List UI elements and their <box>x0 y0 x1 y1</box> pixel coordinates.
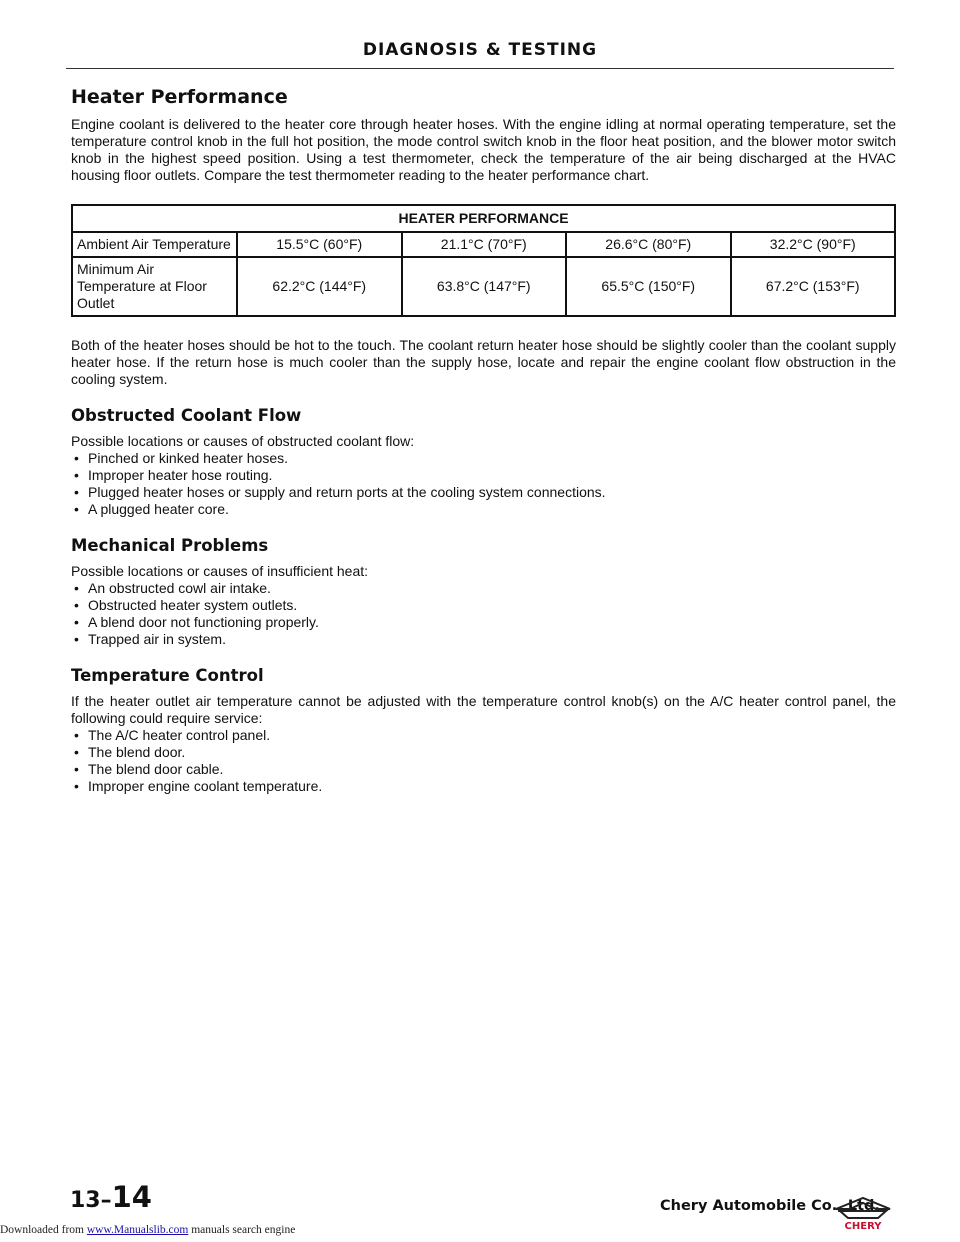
heater-performance-intro: Engine coolant is delivered to the heater core through heater hoses. With the engine idling at normal operating temperature, set the temperature control knob in the full hot position, the mode control switch knob in the floor heat position, and the blower motor switch knob in the highest speed position. Using a test thermometer, check the temperature of the air being discharged at the HVAC housing floor outlets. Compare the test thermometer reading to the heater performance chart. <box>71 116 896 183</box>
heading-mechanical-problems: Mechanical Problems <box>71 536 269 555</box>
logo-text: CHERY <box>844 1221 882 1232</box>
list-item: • Trapped air in system. <box>71 631 896 648</box>
download-bar <box>0 1224 400 1236</box>
heading-heater-performance: Heater Performance <box>71 86 288 108</box>
download-suffix: manuals search engine <box>188 1224 296 1236</box>
list-item: • The blend door. <box>71 744 896 761</box>
list-item: • A plugged heater core. <box>71 501 896 518</box>
table-cell: 63.8°C (147°F) <box>402 257 567 316</box>
obstructed-flow-list <box>71 450 896 518</box>
heater-performance-table <box>71 204 896 317</box>
table-row <box>72 232 895 257</box>
mechanical-problems-intro: Possible locations or causes of insufficient heat: <box>71 563 369 579</box>
table-cell: 67.2°C (153°F) <box>731 257 896 316</box>
chery-logo-icon <box>832 1196 894 1232</box>
row-label-minimum: Minimum Air Temperature at Floor Outlet <box>72 257 237 316</box>
list-item: • Improper engine coolant temperature. <box>71 778 896 795</box>
header-divider <box>66 68 894 69</box>
heading-temperature-control: Temperature Control <box>71 666 264 685</box>
heater-hoses-paragraph: Both of the heater hoses should be hot to the touch. The coolant return heater hose should be slightly cooler than the coolant supply heater hose. If the return hose is much cooler than the supply hose, locate and repair the engine coolant flow obstruction in the cooling system. <box>71 337 896 387</box>
page-content <box>71 86 896 795</box>
list-item: • An obstructed cowl air intake. <box>71 580 896 597</box>
download-prefix: Downloaded from <box>0 1224 87 1236</box>
list-item: • Improper heater hose routing. <box>71 467 896 484</box>
chery-logo <box>832 1196 894 1237</box>
table-cell: 62.2°C (144°F) <box>237 257 402 316</box>
list-item: • Pinched or kinked heater hoses. <box>71 450 896 467</box>
list-item: • The A/C heater control panel. <box>71 727 896 744</box>
temperature-control-list <box>71 727 896 795</box>
heading-obstructed-coolant-flow: Obstructed Coolant Flow <box>71 406 302 425</box>
list-item: • Plugged heater hoses or supply and return ports at the cooling system connections. <box>71 484 896 501</box>
company-name: Chery Automobile Co., Ltd. <box>660 1198 880 1214</box>
page-index: 14 <box>111 1180 152 1214</box>
section-title: DIAGNOSIS & TESTING <box>362 40 598 60</box>
table-cell: 26.6°C (80°F) <box>566 232 731 257</box>
table-cell: 21.1°C (70°F) <box>402 232 567 257</box>
temperature-control-intro: If the heater outlet air temperature cannot be adjusted with the temperature control knob(s) on the A/C heater control panel, the following could require service: <box>71 693 896 726</box>
manualslib-link[interactable]: www.Manualslib.com <box>86 1224 189 1236</box>
list-item: • Obstructed heater system outlets. <box>71 597 896 614</box>
table-cell: 65.5°C (150°F) <box>566 257 731 316</box>
table-row <box>72 257 895 316</box>
mechanical-problems-list <box>71 580 896 648</box>
obstructed-flow-intro: Possible locations or causes of obstructed coolant flow: <box>71 433 415 449</box>
table-cell: 32.2°C (90°F) <box>731 232 896 257</box>
chapter-number: 13– <box>70 1188 112 1213</box>
page-number <box>70 1180 152 1214</box>
list-item: • The blend door cable. <box>71 761 896 778</box>
row-label-ambient: Ambient Air Temperature <box>72 232 237 257</box>
list-item: • A blend door not functioning properly. <box>71 614 896 631</box>
table-title: HEATER PERFORMANCE <box>72 205 895 232</box>
table-cell: 15.5°C (60°F) <box>237 232 402 257</box>
